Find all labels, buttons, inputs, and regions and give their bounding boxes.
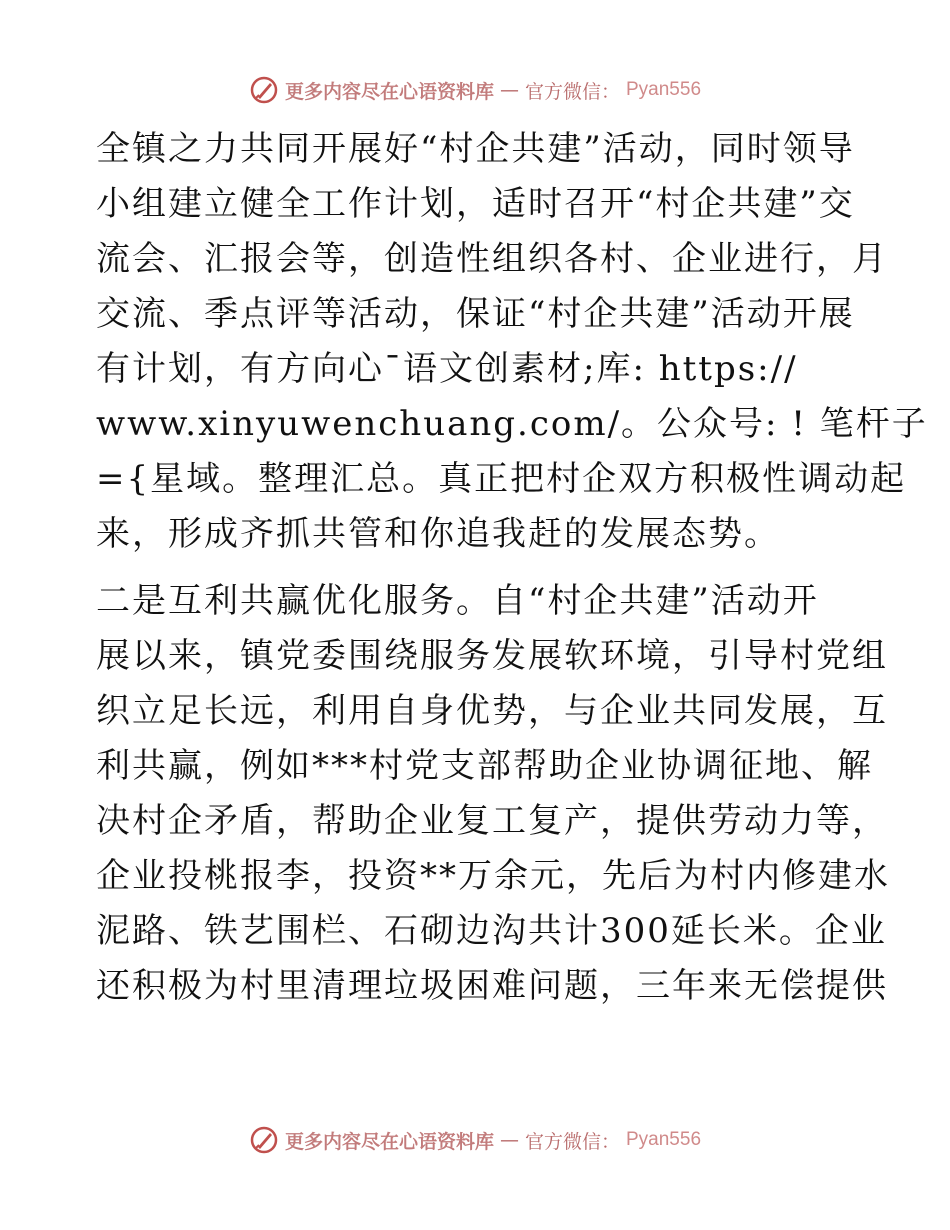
text-line: 展以来，镇党委围绕服务发展软环境，引导村党组 (96, 636, 888, 676)
text-line: 决村企矛盾，帮助企业复工复产，提供劳动力等， (96, 801, 888, 841)
text-line: 二是互利共赢优化服务。自“村企共建”活动开 (96, 581, 819, 621)
paragraph-2 (96, 574, 890, 1014)
quill-logo-icon (249, 75, 279, 105)
text-line: 利共赢，例如***村党支部帮助企业协调征地、解 (96, 746, 873, 786)
watermark-account: Pyan556 (626, 1129, 702, 1150)
text-line: ={星域。整理汇总。真正把村企双方积极性调动起 (96, 459, 907, 499)
footer-watermark (0, 1120, 950, 1160)
header-watermark (0, 70, 950, 110)
text-line: www.xinyuwenchuang.com/。公众号: ! 笔杆子 (96, 404, 928, 444)
text-line: 全镇之力共同开展好“村企共建”活动，同时领导 (96, 129, 855, 169)
text-line: 企业投桃报李，投资**万余元，先后为村内修建水 (96, 856, 890, 896)
document-body (96, 122, 928, 1014)
watermark-label: 官方微信： (524, 80, 620, 103)
text-line: 交流、季点评等活动，保证“村企共建”活动开展 (96, 294, 855, 334)
watermark-main-text: 更多内容尽在心语资料库 (284, 80, 494, 103)
watermark-main-text: 更多内容尽在心语资料库 (284, 1130, 494, 1153)
watermark-separator: — (499, 1129, 519, 1151)
watermark-separator: — (499, 79, 519, 101)
text-line: 有计划，有方向心¯语文创素材;库: https:// (96, 349, 798, 389)
text-line: 来，形成齐抓共管和你追我赶的发展态势。 (96, 514, 780, 554)
watermark-label: 官方微信： (524, 1130, 620, 1153)
text-line: 还积极为村里清理垃圾困难问题，三年来无偿提供 (96, 966, 888, 1006)
text-line: 流会、汇报会等，创造性组织各村、企业进行，月 (96, 239, 888, 279)
text-line: 小组建立健全工作计划，适时召开“村企共建”交 (96, 184, 855, 224)
text-line: 织立足长远，利用自身优势，与企业共同发展，互 (96, 691, 888, 731)
watermark-account: Pyan556 (626, 79, 702, 100)
quill-logo-icon (249, 1125, 279, 1155)
text-line: 泥路、铁艺围栏、石砌边沟共计300延长米。企业 (96, 911, 887, 951)
paragraph-1 (96, 122, 928, 562)
